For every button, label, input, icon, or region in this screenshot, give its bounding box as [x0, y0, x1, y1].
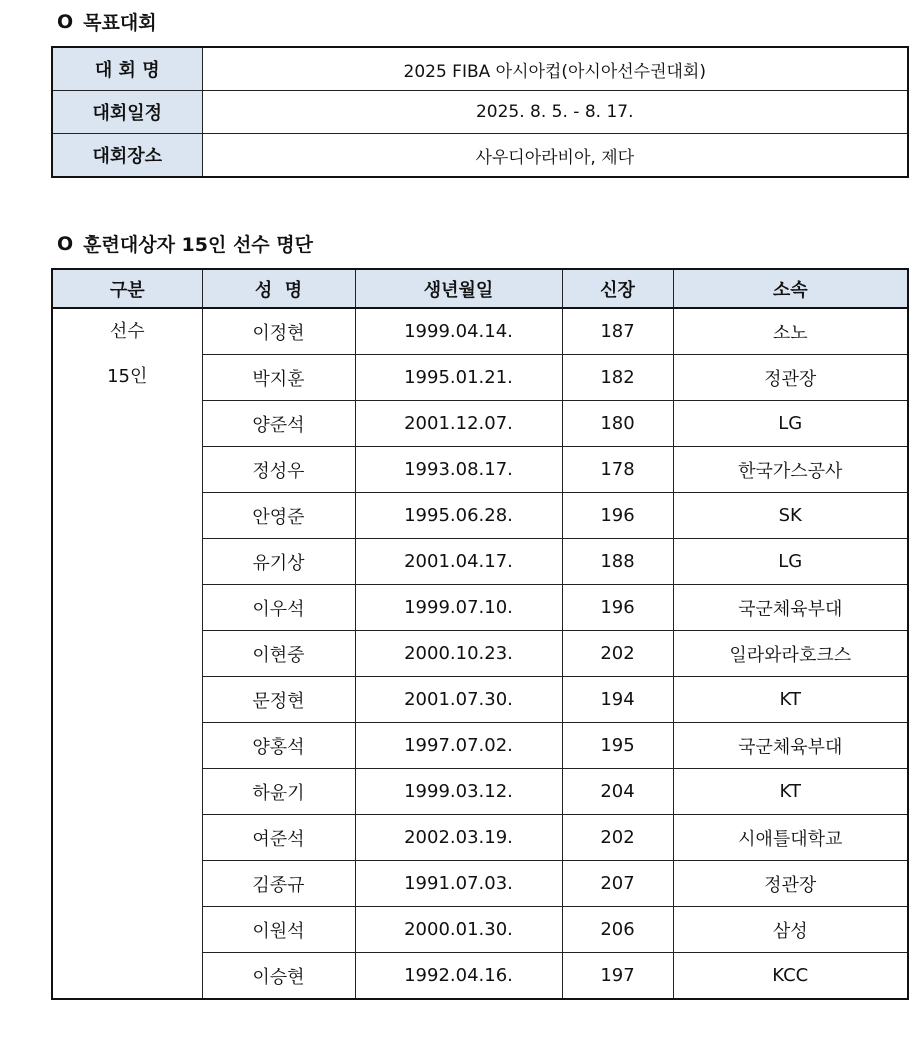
player-height: 204: [562, 769, 673, 815]
player-birthdate: 1999.04.14.: [355, 308, 562, 355]
player-name: 김종규: [202, 861, 355, 907]
player-birthdate: 2001.07.30.: [355, 677, 562, 723]
player-name: 유기상: [202, 539, 355, 585]
player-name: 문정현: [202, 677, 355, 723]
column-header: 신장: [562, 269, 673, 308]
player-name: 박지훈: [202, 355, 355, 401]
player-height: 202: [562, 631, 673, 677]
event-label: 대회장소: [52, 134, 202, 178]
event-value: 2025 FIBA 아시아컵(아시아선수권대회): [202, 47, 908, 91]
player-name: 정성우: [202, 447, 355, 493]
player-name: 양홍석: [202, 723, 355, 769]
player-birthdate: 2001.04.17.: [355, 539, 562, 585]
player-team: 한국가스공사: [673, 447, 908, 493]
event-section-title: [57, 8, 157, 35]
event-value: 사우디아라비아, 제다: [202, 134, 908, 178]
player-team: KT: [673, 769, 908, 815]
player-team: LG: [673, 539, 908, 585]
bullet-icon: O: [57, 232, 74, 255]
column-header: 성 명: [202, 269, 355, 308]
event-value: 2025. 8. 5. - 8. 17.: [202, 91, 908, 134]
player-name: 여준석: [202, 815, 355, 861]
player-height: 197: [562, 953, 673, 1000]
event-label: 대 회 명: [52, 47, 202, 91]
player-birthdate: 1999.07.10.: [355, 585, 562, 631]
event-info-table: [51, 46, 909, 178]
player-height: 178: [562, 447, 673, 493]
player-team: 국군체육부대: [673, 723, 908, 769]
player-name: 이승현: [202, 953, 355, 1000]
player-height: 188: [562, 539, 673, 585]
bullet-icon: O: [57, 10, 74, 33]
event-row-schedule: [52, 91, 908, 134]
player-height: 196: [562, 585, 673, 631]
group-cell: [52, 308, 202, 999]
player-name: 이현중: [202, 631, 355, 677]
player-birthdate: 1991.07.03.: [355, 861, 562, 907]
player-birthdate: 1995.01.21.: [355, 355, 562, 401]
player-name: 이원석: [202, 907, 355, 953]
player-name: 하윤기: [202, 769, 355, 815]
player-team: KCC: [673, 953, 908, 1000]
player-team: 삼성: [673, 907, 908, 953]
player-team: 일라와라호크스: [673, 631, 908, 677]
player-height: 182: [562, 355, 673, 401]
player-height: 196: [562, 493, 673, 539]
player-height: 202: [562, 815, 673, 861]
player-team: 정관장: [673, 355, 908, 401]
event-label: 대회일정: [52, 91, 202, 134]
player-birthdate: 1993.08.17.: [355, 447, 562, 493]
player-birthdate: 1992.04.16.: [355, 953, 562, 1000]
player-height: 194: [562, 677, 673, 723]
player-birthdate: 1995.06.28.: [355, 493, 562, 539]
roster-header-row: [52, 269, 908, 308]
player-team: 소노: [673, 308, 908, 355]
player-name: 이정현: [202, 308, 355, 355]
event-section-label: 목표대회: [83, 12, 157, 34]
player-birthdate: 1997.07.02.: [355, 723, 562, 769]
player-team: 국군체육부대: [673, 585, 908, 631]
player-birthdate: 2000.01.30.: [355, 907, 562, 953]
player-team: 정관장: [673, 861, 908, 907]
player-birthdate: 2001.12.07.: [355, 401, 562, 447]
column-header: 생년월일: [355, 269, 562, 308]
player-name: 양준석: [202, 401, 355, 447]
player-team: KT: [673, 677, 908, 723]
player-birthdate: 2002.03.19.: [355, 815, 562, 861]
group-label: 선수: [109, 321, 145, 342]
column-header: 구분: [52, 269, 202, 308]
player-height: 207: [562, 861, 673, 907]
roster-section-label: 훈련대상자 15인 선수 명단: [83, 234, 313, 256]
group-count: 15인: [107, 366, 148, 387]
player-birthdate: 1999.03.12.: [355, 769, 562, 815]
roster-table: [51, 268, 909, 1000]
player-team: LG: [673, 401, 908, 447]
player-height: 180: [562, 401, 673, 447]
player-name: 안영준: [202, 493, 355, 539]
player-height: 195: [562, 723, 673, 769]
player-team: 시애틀대학교: [673, 815, 908, 861]
event-row-venue: [52, 134, 908, 178]
event-row-name: [52, 47, 908, 91]
roster-section-title: [57, 230, 313, 257]
player-name: 이우석: [202, 585, 355, 631]
table-row: [52, 308, 908, 355]
player-height: 187: [562, 308, 673, 355]
player-birthdate: 2000.10.23.: [355, 631, 562, 677]
roster-body: [52, 308, 908, 999]
player-team: SK: [673, 493, 908, 539]
column-header: 소속: [673, 269, 908, 308]
player-height: 206: [562, 907, 673, 953]
